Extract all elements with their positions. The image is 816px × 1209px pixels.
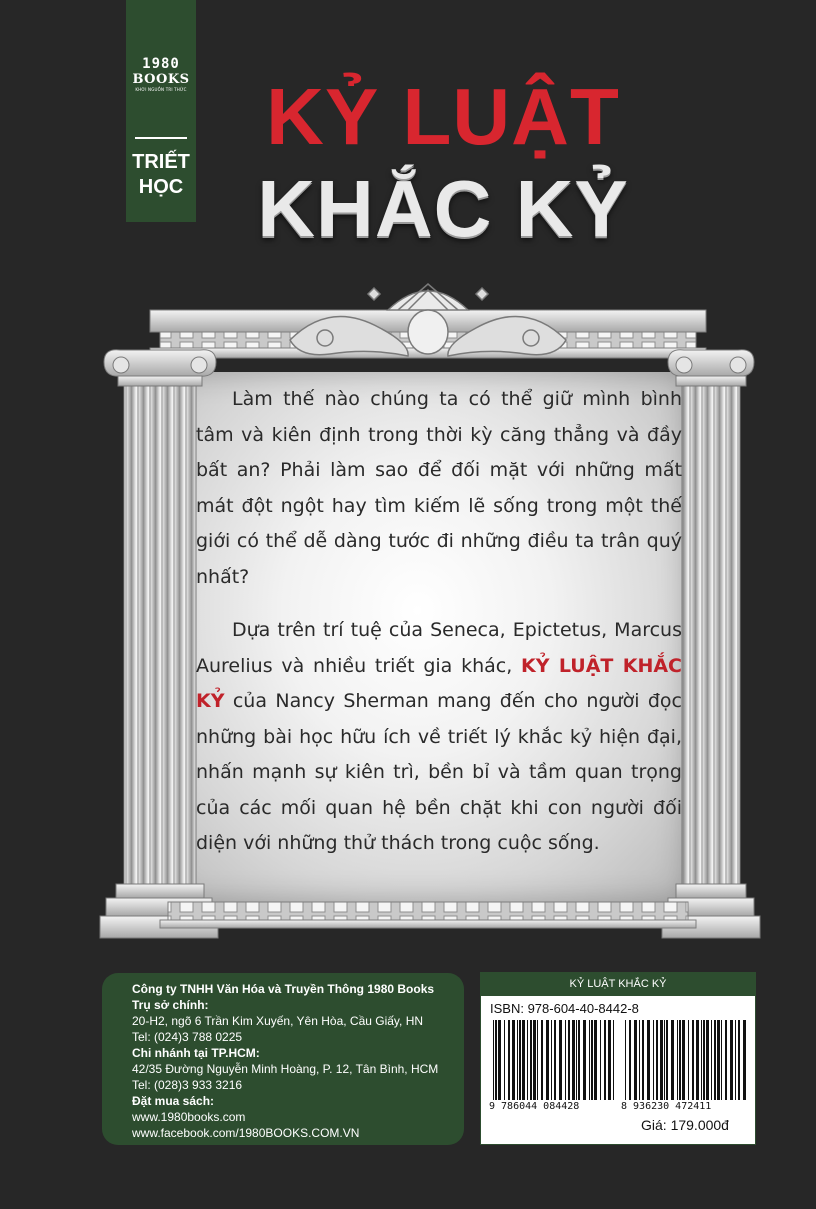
title-line-1: KỶ LUẬT xyxy=(266,72,620,161)
barcode-bar xyxy=(541,1020,543,1100)
barcode-bar xyxy=(688,1020,689,1100)
ornament xyxy=(290,284,566,356)
barcode-bar xyxy=(738,1020,740,1100)
barcode-header: KỶ LUẬT KHẮC KỶ xyxy=(481,973,755,996)
barcode-bar xyxy=(730,1020,733,1100)
barcode-bar xyxy=(711,1020,712,1100)
barcode-bar xyxy=(703,1020,705,1100)
barcode-bar xyxy=(498,1020,501,1100)
barcode-bar xyxy=(530,1020,532,1100)
category-line-2: HỌC xyxy=(138,176,184,198)
barcode-bar xyxy=(565,1020,566,1100)
barcode-bar xyxy=(504,1020,505,1100)
barcode-bar xyxy=(647,1020,650,1100)
logo-name: BOOKS xyxy=(132,72,190,87)
barcode-bar xyxy=(551,1020,552,1100)
barcode-bar xyxy=(559,1020,562,1100)
barcode-bar xyxy=(656,1020,658,1100)
barcode-bar xyxy=(517,1020,518,1100)
barcode-bar xyxy=(527,1020,528,1100)
barcode-bar xyxy=(546,1020,549,1100)
hq-address: 20-H2, ngõ 6 Trần Kim Xuyến, Yên Hòa, Cầu Giấy, HN xyxy=(132,1014,424,1028)
barcode-bar xyxy=(717,1020,720,1100)
barcode-bar xyxy=(533,1020,536,1100)
branch-label: Chi nhánh tại TP.HCM: xyxy=(132,1046,260,1060)
barcode-bar xyxy=(653,1020,654,1100)
barcode-bar xyxy=(743,1020,746,1100)
paragraph-2-intro: Dựa trên trí tuệ của Seneca, Epictetus, Marcus Aurelius và nhiều triết gia khác, xyxy=(196,619,682,677)
barcode-bar xyxy=(671,1020,674,1100)
barcode-bar xyxy=(664,1020,665,1100)
base-band xyxy=(160,902,696,928)
barcode-bar xyxy=(537,1020,538,1100)
barcode-bar xyxy=(594,1020,597,1100)
title-line-2: KHẮC KỶ xyxy=(257,164,629,253)
price-label: Giá: 179.000đ xyxy=(641,1117,729,1133)
barcode-bar xyxy=(692,1020,694,1100)
barcode-bar xyxy=(591,1020,593,1100)
publisher-info-box xyxy=(102,973,464,1145)
barcode-bar xyxy=(568,1020,570,1100)
barcode-bar xyxy=(725,1020,727,1100)
paragraph-2-rest: của Nancy Sherman mang đến cho người đọc những bài học hữu ích về triết lý khắc kỷ hiện đại, nhấn mạnh sự kiên trì, bền bỉ và tầm quan trọng của các mối quan hệ bền chặt khi con người đối diện với những thử thách trong cuộc sống. xyxy=(196,690,682,854)
barcode-bar xyxy=(682,1020,685,1100)
barcode-bar xyxy=(642,1020,644,1100)
category-line-1: TRIẾT xyxy=(132,151,190,173)
barcode-bar xyxy=(576,1020,577,1100)
barcode-bar xyxy=(493,1020,494,1100)
barcode-bar xyxy=(701,1020,702,1100)
barcode-bar xyxy=(721,1020,722,1100)
barcode-block xyxy=(480,972,756,1145)
description-text xyxy=(196,382,682,862)
barcode-image xyxy=(487,1020,751,1102)
barcode-number-left: 9 786044 084428 xyxy=(489,1101,580,1112)
barcode-bar xyxy=(660,1020,663,1100)
barcode-bar xyxy=(578,1020,580,1100)
barcode-bar xyxy=(696,1020,699,1100)
barcode-bar xyxy=(625,1020,626,1100)
barcode-bar xyxy=(572,1020,575,1100)
barcode-bar xyxy=(613,1020,614,1100)
barcode-bar xyxy=(666,1020,668,1100)
barcode-bar xyxy=(589,1020,590,1100)
order-label: Đặt mua sách: xyxy=(132,1094,215,1108)
description-paragraph-2 xyxy=(196,613,682,862)
barcode-bar xyxy=(706,1020,709,1100)
barcode-number-right: 8 936230 472411 xyxy=(621,1101,712,1112)
barcode-bar xyxy=(519,1020,521,1100)
website-link[interactable]: www.1980books.com xyxy=(132,1110,246,1124)
barcode-bar xyxy=(629,1020,631,1100)
hq-label: Trụ sở chính: xyxy=(132,998,209,1012)
barcode-bar xyxy=(600,1020,601,1100)
barcode-bar xyxy=(508,1020,510,1100)
barcode-bar xyxy=(634,1020,637,1100)
logo-tagline: KHƠI NGUỒN TRI THỨC xyxy=(135,87,187,92)
barcode-bar xyxy=(639,1020,640,1100)
barcode-bar xyxy=(679,1020,681,1100)
barcode-bar xyxy=(512,1020,515,1100)
barcode-bar xyxy=(604,1020,606,1100)
isbn-text: ISBN: 978-604-40-8442-8 xyxy=(490,1001,639,1016)
branch-phone: Tel: (028)3 933 3216 xyxy=(132,1078,243,1092)
branch-address: 42/35 Đường Nguyễn Minh Hoàng, P. 12, Tân Bình, HCM xyxy=(132,1062,439,1076)
description-paragraph-1: Làm thế nào chúng ta có thể giữ mình bình tâm và kiên định trong thời kỳ căng thẳng và đầy bất an? Phải làm sao để đối mặt với những mất mát đột ngột hay tìm kiếm lẽ sống trong một thế giới có thể dễ dàng tước đi những điều ta trân quý nhất? xyxy=(196,388,682,588)
barcode-bar xyxy=(677,1020,678,1100)
logo-number: 1980 xyxy=(142,56,180,72)
barcode-bar xyxy=(583,1020,586,1100)
barcode-bar xyxy=(735,1020,736,1100)
barcode-bar xyxy=(608,1020,611,1100)
highlighted-title: KỶ LUẬT KHẮC KỶ xyxy=(196,654,682,712)
barcode-bar xyxy=(522,1020,525,1100)
barcode-bar xyxy=(495,1020,497,1100)
hq-phone: Tel: (024)3 788 0225 xyxy=(132,1030,243,1044)
company-name: Công ty TNHH Văn Hóa và Truyền Thông 1980 Books xyxy=(132,982,435,996)
barcode-bar xyxy=(714,1020,716,1100)
barcode-bar xyxy=(554,1020,556,1100)
facebook-link[interactable]: www.facebook.com/1980BOOKS.COM.VN xyxy=(132,1126,360,1140)
